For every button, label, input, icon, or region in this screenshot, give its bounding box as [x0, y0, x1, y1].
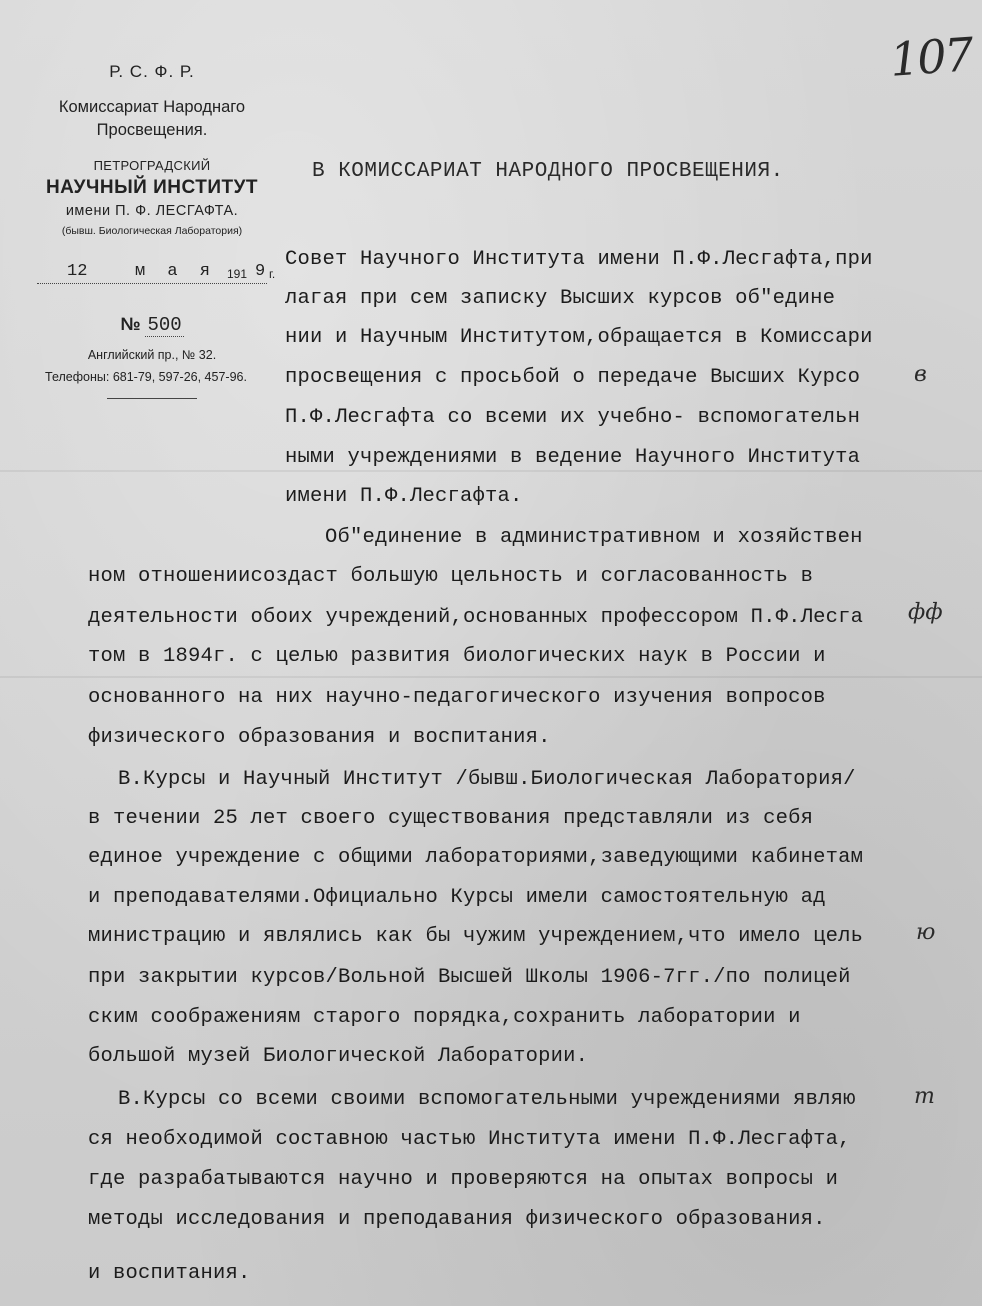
handwritten-correction: т: [914, 1084, 936, 1109]
letterhead-former-name: (бывш. Биологическая Лаборатория): [61, 225, 243, 237]
handwritten-correction: в: [914, 362, 928, 387]
body-line: ном отношениисоздаст большую цельность и согласованность в: [88, 565, 814, 588]
letterhead-city: ПЕТРОГРАДСКИЙ: [93, 158, 211, 173]
body-line: и воспитания.: [88, 1262, 251, 1285]
body-line: П.Ф.Лесгафта со всеми их учебно- вспомогательн: [285, 406, 861, 429]
number-value: 500: [147, 314, 182, 336]
letterhead-named-after: имени П. Ф. ЛЕСГАФТА.: [65, 203, 239, 219]
body-line: нии и Научным Институтом,обращается в Комиссари: [285, 326, 873, 349]
letterhead-commissariat-line2: Просвещения.: [96, 121, 208, 139]
body-line: методы исследования и преподавания физического образования.: [88, 1208, 826, 1231]
handwritten-correction: ю: [916, 920, 936, 945]
body-line: ским соображениям старого порядка,сохранить лаборатории и: [88, 1006, 801, 1029]
body-line: ся необходимой составною частью Института имени П.Ф.Лесгафта,: [88, 1128, 851, 1151]
body-line: ными учреждениями в ведение Научного Института: [285, 446, 861, 469]
body-line: где разрабатываются научно и проверяются на опытах вопросы и: [88, 1168, 839, 1191]
body-line: имени П.Ф.Лесгафта.: [285, 485, 523, 508]
body-line: лагая при сем записку Высших курсов об"едине: [285, 287, 836, 310]
body-line: основанного на них научно-педагогического изучения вопросов: [88, 686, 826, 709]
letterhead: [22, 56, 282, 399]
letterhead-phones: Телефоны: 681-79, 597-26, 457-96.: [45, 370, 247, 384]
letterhead-state: Р. С. Ф. Р.: [109, 62, 195, 81]
body-line: в течении 25 лет своего существования представляли из себя: [88, 807, 814, 830]
date-suffix: г.: [269, 267, 276, 281]
date-year-prefix: 191: [227, 267, 248, 281]
date-day: 12: [67, 262, 88, 281]
body-line: В.Курсы со всеми своими вспомогательными учреждениями являю: [118, 1088, 856, 1111]
body-line: деятельности обоих учреждений,основанных профессором П.Ф.Лесга: [88, 606, 864, 629]
number-label: №: [120, 314, 141, 334]
body-line: Об"единение в административном и хозяйствен: [325, 526, 863, 549]
body-line: при закрытии курсов/Вольной Высшей Школы 1906-7гг./по полицей: [88, 966, 851, 989]
body-line: единое учреждение с общими лабораториями,заведующими кабинетам: [88, 846, 864, 869]
paper-fold: [0, 676, 982, 678]
body-line: том в 1894г. с целью развития биологических наук в России и: [88, 645, 826, 668]
body-line: и преподавателями.Официально Курсы имели самостоятельную ад: [88, 886, 826, 909]
date-year-digit: 9: [255, 262, 266, 281]
body-line: министрацию и являлись как бы чужим учреждением,что имело цель: [88, 925, 864, 948]
letterhead-institute: НАУЧНЫЙ ИНСТИТУТ: [45, 177, 259, 198]
letterhead-commissariat: [22, 96, 282, 142]
body-line: В.Курсы и Научный Институт /бывш.Биологическая Лаборатория/: [118, 768, 856, 791]
archive-number-handwritten: 107: [888, 27, 974, 87]
addressee-heading: В КОМИССАРИАТ НАРОДНОГО ПРОСВЕЩЕНИЯ.: [312, 160, 784, 183]
body-line: просвещения с просьбой о передаче Высших Курсо: [285, 366, 861, 389]
date-month: м а я: [135, 262, 217, 281]
paper-fold: [0, 470, 982, 472]
handwritten-correction: фф: [908, 600, 943, 625]
body-line: физического образования и воспитания.: [88, 726, 551, 749]
letterhead-address: Английский пр., № 32.: [87, 348, 217, 362]
body-line: большой музей Биологической Лаборатории.: [88, 1045, 589, 1068]
letterhead-commissariat-line1: Комиссариат Народнаго: [58, 98, 246, 116]
body-line: Совет Научного Института имени П.Ф.Лесгафта,при: [285, 248, 873, 271]
letter-number: [22, 314, 282, 336]
letterhead-divider: [107, 398, 197, 399]
letter-date: [37, 259, 276, 284]
